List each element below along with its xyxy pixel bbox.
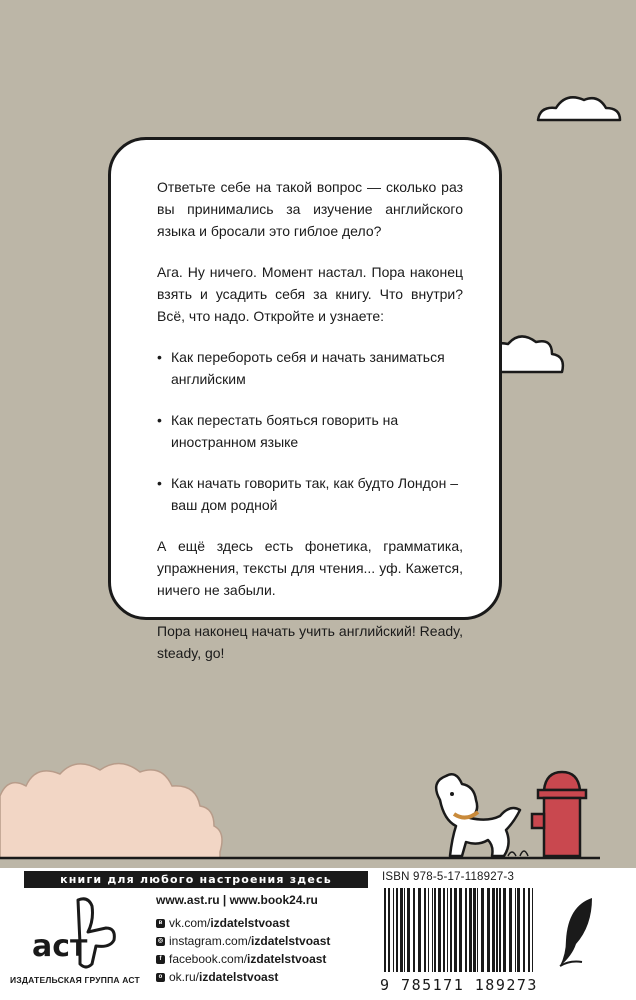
- isbn: ISBN 978-5-17-118927-3: [382, 871, 515, 883]
- blurb-bullet-1: • Как перебороть себя и начать заниматься английским: [157, 349, 445, 387]
- social-link-facebook[interactable]: f facebook.com/ izdatelstvoast: [156, 950, 330, 968]
- blurb-bullet-3: • Как начать говорить так, как будто Лондон – ваш дом родной: [157, 475, 458, 513]
- quill-feather-icon: [558, 896, 598, 968]
- blurb-bullet-2: • Как перестать бояться говорить на иностранном языке: [157, 412, 399, 450]
- social-link-ok[interactable]: о ok.ru/ izdatelstvoast: [156, 968, 330, 986]
- instagram-icon: ◎: [157, 937, 164, 944]
- social-link-vk[interactable]: в vk.com/ izdatelstvoast: [156, 914, 330, 932]
- vk-icon: в: [156, 919, 165, 928]
- blurb-text: [157, 176, 463, 683]
- svg-text:аст: аст: [32, 929, 88, 964]
- facebook-icon: f: [156, 955, 165, 964]
- blurb-card: [108, 137, 502, 661]
- social-links: [156, 914, 330, 986]
- publisher-footer: [0, 868, 636, 1000]
- blurb-paragraph-1: Ответьте себе на такой вопрос — сколько раз вы принимались за изучение английского языка и бросали это гиблое дело?: [157, 179, 463, 239]
- slogan-bar: книги для любого настроения здесь: [24, 871, 368, 888]
- blurb-paragraph-3: А ещё здесь есть фонетика, грамматика, упражнения, тексты для чтения... уф. Кажется, ничего не забыли.: [157, 538, 463, 598]
- barcode-icon: [380, 888, 540, 974]
- ok-icon: о: [156, 973, 165, 982]
- blurb-paragraph-4: Пора наконец начать учить английский! Ready, steady, go!: [157, 623, 463, 661]
- website-links[interactable]: www.ast.ru | www.book24.ru: [156, 893, 318, 907]
- logo-caption: ИЗДАТЕЛЬСКАЯ ГРУППА АСТ: [10, 975, 140, 985]
- social-link-instagram[interactable]: ◎ instagram.com/ izdatelstvoast: [157, 934, 331, 948]
- blurb-paragraph-2: Ага. Ну ничего. Момент настал. Пора наконец взять и усадить себя за книгу. Что внутри? Всё, что надо. Откройте и узнаете:: [157, 264, 463, 324]
- barcode-number: 9 785171 189273: [380, 976, 538, 994]
- ast-logo-icon: [30, 894, 120, 972]
